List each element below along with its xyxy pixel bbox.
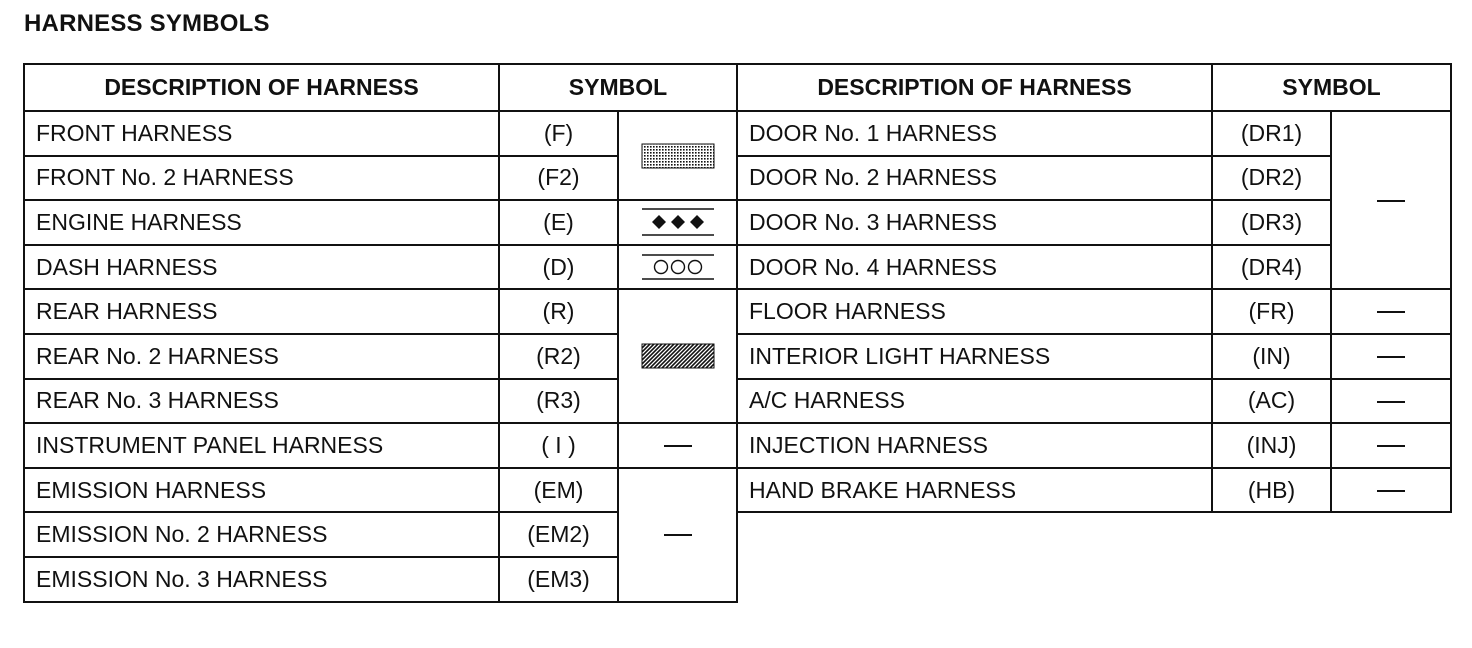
- harness-description: FRONT HARNESS: [24, 111, 499, 156]
- dash-icon: [1377, 401, 1405, 403]
- table-row: [737, 468, 1451, 513]
- harness-description: INSTRUMENT PANEL HARNESS: [24, 423, 499, 468]
- harness-description: REAR No. 3 HARNESS: [24, 379, 499, 424]
- header-row: [737, 64, 1451, 111]
- table-row: [737, 423, 1451, 468]
- no-symbol-cell: [1331, 423, 1451, 468]
- no-symbol-cell: [1331, 468, 1451, 513]
- harness-code: (DR4): [1212, 245, 1331, 290]
- dash-icon: [1377, 200, 1405, 202]
- right-harness-table: [736, 63, 1452, 513]
- symbol-header: SYMBOL: [499, 64, 737, 111]
- dash-icon: [1377, 445, 1405, 447]
- symbol-header: SYMBOL: [1212, 64, 1451, 111]
- dash-icon: [1377, 490, 1405, 492]
- dash-icon: [664, 534, 692, 536]
- harness-code: (IN): [1212, 334, 1331, 379]
- harness-description: INJECTION HARNESS: [737, 423, 1212, 468]
- harness-code: (D): [499, 245, 618, 290]
- description-header: DESCRIPTION OF HARNESS: [737, 64, 1212, 111]
- harness-description: A/C HARNESS: [737, 379, 1212, 424]
- harness-code: (EM2): [499, 512, 618, 557]
- table-row: [737, 289, 1451, 334]
- no-symbol-cell: [1331, 289, 1451, 334]
- harness-description: DOOR No. 3 HARNESS: [737, 200, 1212, 245]
- diamond-line-icon: [641, 207, 715, 237]
- dash-symbol-cell: [618, 245, 737, 290]
- header-row: [24, 64, 737, 111]
- table-row: [24, 111, 737, 156]
- hatched-pattern-icon: [641, 343, 715, 369]
- table-row: [737, 111, 1451, 156]
- table-row: [737, 379, 1451, 424]
- harness-code: (R): [499, 289, 618, 334]
- dotted-pattern-icon: [641, 143, 715, 169]
- harness-code: (F): [499, 111, 618, 156]
- engine-symbol-cell: [618, 200, 737, 245]
- harness-description: EMISSION No. 2 HARNESS: [24, 512, 499, 557]
- harness-description: INTERIOR LIGHT HARNESS: [737, 334, 1212, 379]
- harness-description: DOOR No. 2 HARNESS: [737, 156, 1212, 201]
- harness-description: FRONT No. 2 HARNESS: [24, 156, 499, 201]
- no-symbol-cell: [1331, 379, 1451, 424]
- harness-code: (R3): [499, 379, 618, 424]
- table-row: [737, 334, 1451, 379]
- dash-icon: [1377, 356, 1405, 358]
- table-row: [24, 468, 737, 513]
- harness-code: ( I ): [499, 423, 618, 468]
- left-harness-table: [23, 63, 738, 603]
- dash-icon: [1377, 311, 1405, 313]
- harness-code: (DR3): [1212, 200, 1331, 245]
- front-symbol-cell: [618, 111, 737, 200]
- table-row: [24, 245, 737, 290]
- no-symbol-cell: [618, 468, 737, 602]
- table-row: [24, 423, 737, 468]
- dash-icon: [664, 445, 692, 447]
- table-row: [24, 200, 737, 245]
- harness-description: ENGINE HARNESS: [24, 200, 499, 245]
- harness-code: (HB): [1212, 468, 1331, 513]
- harness-description: REAR HARNESS: [24, 289, 499, 334]
- harness-code: (E): [499, 200, 618, 245]
- circle-line-icon: [641, 252, 715, 282]
- harness-code: (EM): [499, 468, 618, 513]
- no-symbol-cell: [1331, 111, 1451, 289]
- harness-code: (DR1): [1212, 111, 1331, 156]
- harness-description: REAR No. 2 HARNESS: [24, 334, 499, 379]
- harness-code: (INJ): [1212, 423, 1331, 468]
- description-header: DESCRIPTION OF HARNESS: [24, 64, 499, 111]
- no-symbol-cell: [1331, 334, 1451, 379]
- harness-description: EMISSION HARNESS: [24, 468, 499, 513]
- harness-description: EMISSION No. 3 HARNESS: [24, 557, 499, 602]
- page-title: HARNESS SYMBOLS: [24, 10, 270, 37]
- harness-code: (EM3): [499, 557, 618, 602]
- no-symbol-cell: [618, 423, 737, 468]
- harness-description: HAND BRAKE HARNESS: [737, 468, 1212, 513]
- rear-symbol-cell: [618, 289, 737, 423]
- harness-code: (FR): [1212, 289, 1331, 334]
- harness-code: (R2): [499, 334, 618, 379]
- harness-code: (DR2): [1212, 156, 1331, 201]
- harness-code: (F2): [499, 156, 618, 201]
- harness-description: DOOR No. 4 HARNESS: [737, 245, 1212, 290]
- harness-description: DASH HARNESS: [24, 245, 499, 290]
- table-row: [24, 289, 737, 334]
- harness-description: FLOOR HARNESS: [737, 289, 1212, 334]
- harness-code: (AC): [1212, 379, 1331, 424]
- harness-description: DOOR No. 1 HARNESS: [737, 111, 1212, 156]
